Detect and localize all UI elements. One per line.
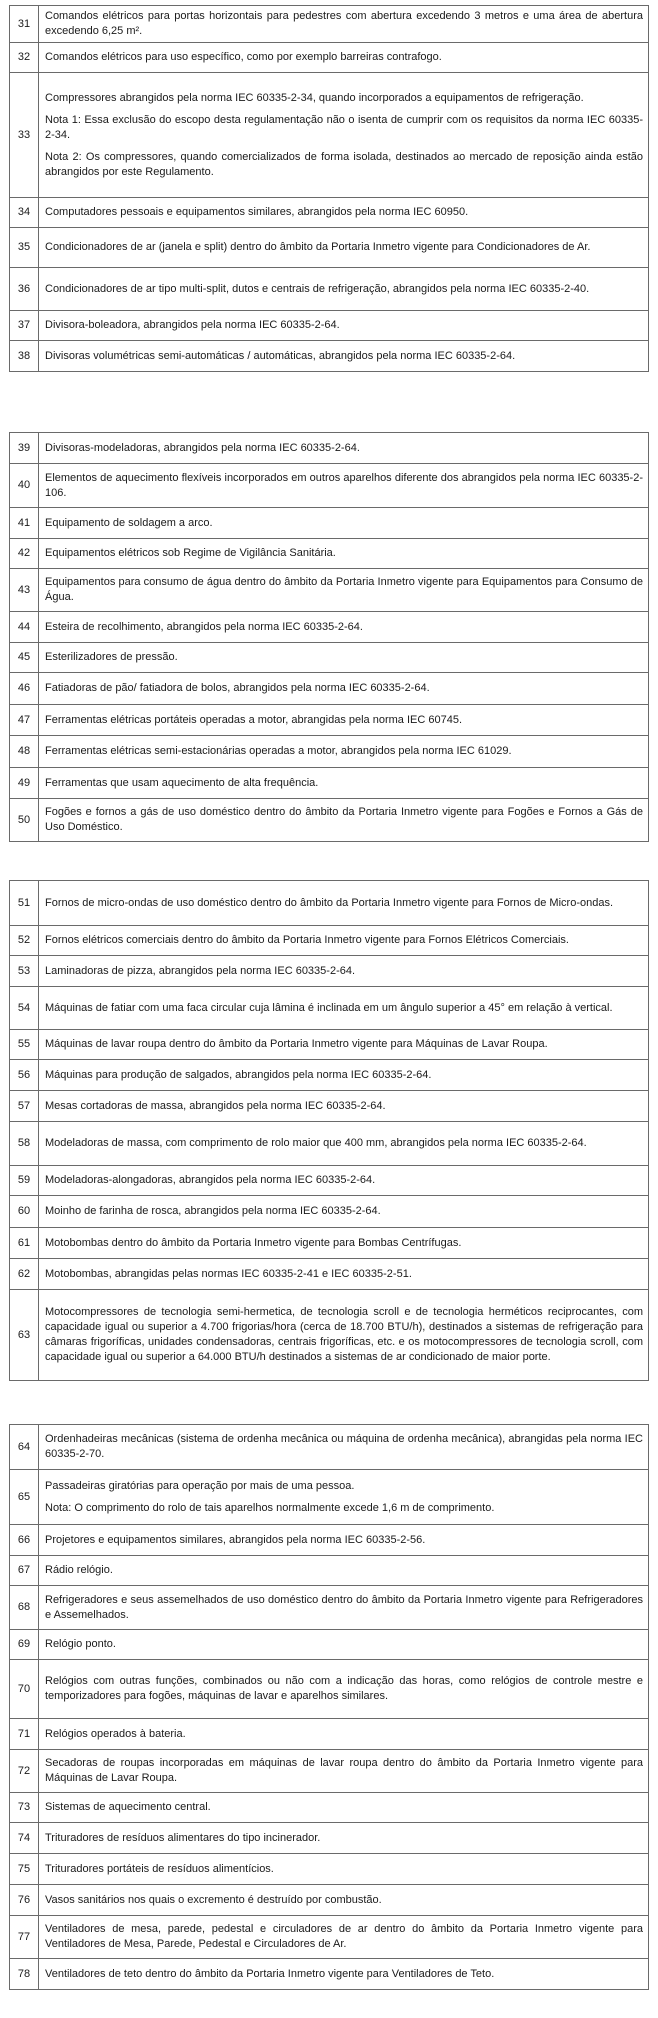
item-number: 59: [10, 1166, 39, 1196]
item-description: [39, 643, 649, 673]
description-text: Rádio relógio.: [45, 1564, 113, 1576]
table-row: [10, 1196, 649, 1228]
item-description: [39, 1885, 649, 1916]
table-block-2: [9, 432, 649, 842]
description-text: Compressores abrangidos pela norma IEC 60335-2-34, quando incorporados a equipamentos de refrigeração.: [45, 91, 584, 104]
table-row: [10, 1750, 649, 1793]
item-number: 45: [10, 643, 39, 673]
item-number: 66: [10, 1525, 39, 1556]
item-number: 52: [10, 926, 39, 956]
note-text: Nota: O comprimento do rolo de tais aparelhos normalmente excede 1,6 m de comprimento.: [45, 1501, 495, 1514]
item-description: [39, 1793, 649, 1823]
description-text: Máquinas para produção de salgados, abrangidos pela norma IEC 60335-2-64.: [45, 1068, 432, 1081]
table-row: [10, 1425, 649, 1470]
table-row: [10, 1793, 649, 1823]
item-number: 63: [10, 1290, 39, 1381]
table-row: [10, 1470, 649, 1525]
table-row: [10, 736, 649, 768]
item-description: [39, 1196, 649, 1228]
description-text: Equipamento de soldagem a arco.: [45, 516, 213, 529]
table-row: [10, 1823, 649, 1854]
item-number: 39: [10, 433, 39, 464]
table-row: [10, 1959, 649, 1990]
description-text: Fatiadoras de pão/ fatiadora de bolos, abrangidos pela norma IEC 60335-2-64.: [45, 682, 430, 694]
item-description: [39, 268, 649, 311]
item-number: 42: [10, 539, 39, 569]
item-number: 76: [10, 1885, 39, 1916]
description-text: Motobombas dentro do âmbito da Portaria Inmetro vigente para Bombas Centrífugas.: [45, 1236, 462, 1249]
table-row: [10, 464, 649, 508]
item-number: 62: [10, 1259, 39, 1290]
description-text: Modeladoras-alongadoras, abrangidos pela norma IEC 60335-2-64.: [45, 1174, 376, 1186]
table-row: [10, 1916, 649, 1959]
table-row: [10, 433, 649, 464]
item-description: [39, 1823, 649, 1854]
item-number: 57: [10, 1091, 39, 1122]
item-description: [39, 341, 649, 372]
item-number: 60: [10, 1196, 39, 1228]
item-number: 74: [10, 1823, 39, 1854]
table-block-1: [9, 5, 649, 372]
table-row: [10, 673, 649, 705]
item-number: 56: [10, 1060, 39, 1091]
table-row: [10, 1630, 649, 1660]
item-description: [39, 311, 649, 341]
item-number: 58: [10, 1122, 39, 1166]
description-text: Ferramentas que usam aquecimento de alta frequência.: [45, 776, 319, 789]
description-text: Refrigeradores e seus assemelhados de uso doméstico dentro do âmbito da Portaria Inmetro vigente para Refrigeradores e Assemelhados.: [45, 1593, 643, 1621]
description-text: Motobombas, abrangidas pelas normas IEC 60335-2-41 e IEC 60335-2-51.: [45, 1267, 412, 1280]
item-number: 64: [10, 1425, 39, 1470]
table-row: [10, 1166, 649, 1196]
item-description: [39, 956, 649, 987]
description-text: Trituradores de resíduos alimentares do tipo incinerador.: [45, 1831, 321, 1844]
item-number: 36: [10, 268, 39, 311]
item-number: 33: [10, 73, 39, 198]
table-row: [10, 926, 649, 956]
table-row: [10, 612, 649, 643]
description-text: Máquinas de fatiar com uma faca circular cuja lâmina é inclinada em um ângulo superior a 45° em relação à vertical.: [45, 1001, 613, 1014]
item-description: [39, 1470, 649, 1525]
description-text: Motocompressores de tecnologia semi-hermetica, de tecnologia scroll e de tecnologia herméticos reciprocantes, com capacidade igual ou superior a 4.700 frigorias/hora (cerca de 18.700 BTU/h), destinados a sistemas de refrigeração para câmaras frigoríficas, unidades condensadoras, centrais frigoríficas, etc. e os motocompressores de tecnologia scroll, com capacidade igual ou superior a 64.000 BTU/h destinados a sistemas de ar condicionado de maior porte.: [45, 1306, 643, 1363]
table-block-4: [9, 1424, 649, 1990]
item-number: 49: [10, 768, 39, 799]
item-description: [39, 6, 649, 43]
item-number: 65: [10, 1470, 39, 1525]
description-text: Fornos de micro-ondas de uso doméstico dentro do âmbito da Portaria Inmetro vigente para Fornos de Micro-ondas.: [45, 896, 614, 909]
table-row: [10, 987, 649, 1030]
item-description: [39, 508, 649, 539]
table-row: [10, 311, 649, 341]
item-number: 53: [10, 956, 39, 987]
table-row: [10, 1030, 649, 1060]
description-text: Condicionadores de ar (janela e split) dentro do âmbito da Portaria Inmetro vigente para Condicionadores de Ar.: [45, 241, 591, 253]
table-row: [10, 1660, 649, 1719]
table-row: [10, 1854, 649, 1885]
item-number: 40: [10, 464, 39, 508]
item-number: 50: [10, 799, 39, 842]
table-row: [10, 1290, 649, 1381]
description-text: Ferramentas elétricas portáteis operadas a motor, abrangidas pela norma IEC 60745.: [45, 713, 463, 726]
item-number: 47: [10, 705, 39, 736]
item-description: [39, 1750, 649, 1793]
description-text: Moinho de farinha de rosca, abrangidos pela norma IEC 60335-2-64.: [45, 1205, 381, 1217]
item-number: 68: [10, 1586, 39, 1630]
description-text: Equipamentos para consumo de água dentro do âmbito da Portaria Inmetro vigente para Equipamentos para Consumo de Água.: [45, 576, 643, 603]
item-description: [39, 569, 649, 612]
table-row: [10, 569, 649, 612]
item-description: [39, 1228, 649, 1259]
table-row: [10, 1556, 649, 1586]
item-number: 71: [10, 1719, 39, 1750]
item-description: [39, 1525, 649, 1556]
description-text: Equipamentos elétricos sob Regime de Vigilância Sanitária.: [45, 547, 336, 559]
description-text: Ventiladores de mesa, parede, pedestal e circuladores de ar dentro do âmbito da Portaria Inmetro vigente para Ventiladores de Mesa, Parede, Pedestal e Circuladores de Ar.: [45, 1923, 643, 1950]
item-description: [39, 1660, 649, 1719]
item-description: [39, 1030, 649, 1060]
item-description: [39, 73, 649, 198]
item-description: [39, 1425, 649, 1470]
description-text: Computadores pessoais e equipamentos similares, abrangidos pela norma IEC 60950.: [45, 206, 469, 218]
item-description: [39, 926, 649, 956]
item-description: [39, 1586, 649, 1630]
item-number: 78: [10, 1959, 39, 1990]
table-block-3: [9, 880, 649, 1381]
table-row: [10, 43, 649, 73]
description-text: Mesas cortadoras de massa, abrangidos pela norma IEC 60335-2-64.: [45, 1099, 386, 1112]
item-number: 32: [10, 43, 39, 73]
description-text: Divisoras-modeladoras, abrangidos pela norma IEC 60335-2-64.: [45, 441, 360, 454]
description-text: Sistemas de aquecimento central.: [45, 1801, 211, 1813]
item-number: 38: [10, 341, 39, 372]
table-row: [10, 1525, 649, 1556]
item-number: 55: [10, 1030, 39, 1060]
description-text: Fornos elétricos comerciais dentro do âmbito da Portaria Inmetro vigente para Fornos Elétricos Comerciais.: [45, 934, 569, 946]
table-row: [10, 705, 649, 736]
table-row: [10, 198, 649, 228]
item-description: [39, 539, 649, 569]
table-row: [10, 341, 649, 372]
item-number: 44: [10, 612, 39, 643]
item-number: 51: [10, 881, 39, 926]
description-text: Projetores e equipamentos similares, abrangidos pela norma IEC 60335-2-56.: [45, 1533, 426, 1546]
table-row: [10, 881, 649, 926]
item-number: 37: [10, 311, 39, 341]
table-row: [10, 73, 649, 198]
table-row: [10, 643, 649, 673]
table-row: [10, 1259, 649, 1290]
item-description: [39, 1122, 649, 1166]
table-row: [10, 539, 649, 569]
item-description: [39, 1719, 649, 1750]
description-text: Passadeiras giratórias para operação por mais de uma pessoa.: [45, 1479, 355, 1492]
item-description: [39, 1630, 649, 1660]
item-description: [39, 881, 649, 926]
item-number: 69: [10, 1630, 39, 1660]
item-description: [39, 1259, 649, 1290]
description-text: Esteira de recolhimento, abrangidos pela norma IEC 60335-2-64.: [45, 620, 363, 633]
table-row: [10, 1586, 649, 1630]
description-text: Fogões e fornos a gás de uso doméstico dentro do âmbito da Portaria Inmetro vigente para Fogões e Fornos a Gás de Uso Doméstico.: [45, 806, 643, 833]
item-description: [39, 736, 649, 768]
item-description: [39, 198, 649, 228]
item-description: [39, 1854, 649, 1885]
item-description: [39, 1091, 649, 1122]
item-number: 41: [10, 508, 39, 539]
description-text: Modeladoras de massa, com comprimento de rolo maior que 400 mm, abrangidos pela norma IEC 60335-2-64.: [45, 1137, 587, 1149]
note-text: Nota 1: Essa exclusão do escopo desta regulamentação não o isenta de cumprir com os requisitos da norma IEC 60335-2-34.: [45, 113, 643, 141]
item-number: 75: [10, 1854, 39, 1885]
item-number: 43: [10, 569, 39, 612]
description-text: Trituradores portáteis de resíduos alimentícios.: [45, 1862, 274, 1875]
item-description: [39, 433, 649, 464]
description-text: Divisoras volumétricas semi-automáticas / automáticas, abrangidos pela norma IEC 60335-2-64.: [45, 349, 516, 362]
item-description: [39, 768, 649, 799]
table-row: [10, 1091, 649, 1122]
item-description: [39, 228, 649, 268]
description-text: Comandos elétricos para uso específico, como por exemplo barreiras contrafogo.: [45, 51, 442, 63]
item-description: [39, 464, 649, 508]
item-number: 46: [10, 673, 39, 705]
description-text: Relógios com outras funções, combinados ou não com a indicação das horas, como relógios de controle mestre e temporizadores para fogões, máquinas de lavar e aparelhos similares.: [45, 1675, 643, 1702]
description-text: Laminadoras de pizza, abrangidos pela norma IEC 60335-2-64.: [45, 964, 356, 977]
item-description: [39, 43, 649, 73]
item-number: 77: [10, 1916, 39, 1959]
item-number: 67: [10, 1556, 39, 1586]
table-row: [10, 768, 649, 799]
item-description: [39, 987, 649, 1030]
item-description: [39, 1060, 649, 1091]
table-row: [10, 1885, 649, 1916]
item-number: 54: [10, 987, 39, 1030]
item-number: 73: [10, 1793, 39, 1823]
item-number: 72: [10, 1750, 39, 1793]
table-row: [10, 1228, 649, 1259]
item-number: 61: [10, 1228, 39, 1259]
table-row: [10, 1060, 649, 1091]
item-number: 34: [10, 198, 39, 228]
description-text: Divisora-boleadora, abrangidos pela norma IEC 60335-2-64.: [45, 319, 340, 331]
table-row: [10, 1719, 649, 1750]
description-text: Ferramentas elétricas semi-estacionárias operadas a motor, abrangidos pela norma IEC 61029.: [45, 745, 512, 757]
description-text: Ordenhadeiras mecânicas (sistema de ordenha mecânica ou máquina de ordenha mecânica), abrangidas pela norma IEC 60335-2-70.: [45, 1433, 643, 1460]
item-number: 35: [10, 228, 39, 268]
table-row: [10, 799, 649, 842]
item-description: [39, 799, 649, 842]
description-text: Comandos elétricos para portas horizontais para pedestres com abertura excedendo 3 metros e uma área de abertura excedendo 6,25 m².: [45, 10, 643, 37]
item-description: [39, 1290, 649, 1381]
item-description: [39, 1556, 649, 1586]
description-text: Secadoras de roupas incorporadas em máquinas de lavar roupa dentro do âmbito da Portaria Inmetro vigente para Máquinas de Lavar Roupa.: [45, 1757, 643, 1784]
item-number: 48: [10, 736, 39, 768]
item-description: [39, 705, 649, 736]
description-text: Relógio ponto.: [45, 1638, 116, 1650]
description-text: Condicionadores de ar tipo multi-split, dutos e centrais de refrigeração, abrangidos pela norma IEC 60335-2-40.: [45, 282, 590, 295]
item-number: 31: [10, 6, 39, 43]
item-number: 70: [10, 1660, 39, 1719]
note-text: Nota 2: Os compressores, quando comercializados de forma isolada, destinados ao mercado de reposição ainda estão abrangidos por este Regulamento.: [45, 150, 643, 178]
item-description: [39, 673, 649, 705]
item-description: [39, 612, 649, 643]
description-text: Vasos sanitários nos quais o excremento é destruído por combustão.: [45, 1893, 382, 1906]
table-row: [10, 508, 649, 539]
table-row: [10, 6, 649, 43]
table-row: [10, 956, 649, 987]
description-text: Esterilizadores de pressão.: [45, 651, 178, 663]
table-row: [10, 268, 649, 311]
description-text: Relógios operados à bateria.: [45, 1727, 186, 1740]
table-row: [10, 1122, 649, 1166]
item-description: [39, 1916, 649, 1959]
item-description: [39, 1959, 649, 1990]
description-text: Elementos de aquecimento flexíveis incorporados em outros aparelhos diferente dos abrangidos pela norma IEC 60335-2-106.: [45, 471, 643, 499]
description-text: Ventiladores de teto dentro do âmbito da Portaria Inmetro vigente para Ventiladores de Teto.: [45, 1967, 495, 1980]
item-description: [39, 1166, 649, 1196]
description-text: Máquinas de lavar roupa dentro do âmbito da Portaria Inmetro vigente para Máquinas de Lavar Roupa.: [45, 1038, 548, 1050]
table-row: [10, 228, 649, 268]
